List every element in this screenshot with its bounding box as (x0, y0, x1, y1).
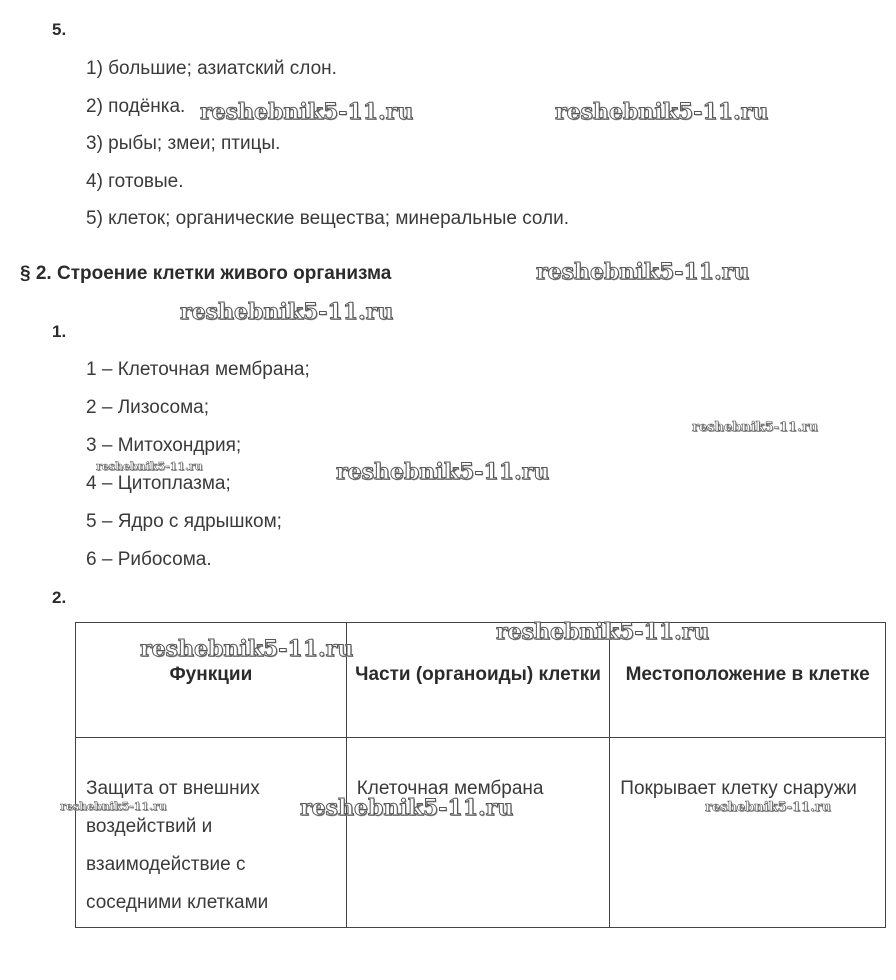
task-5-answer-5: 5) клеток; органические вещества; минеральные соли. (86, 208, 570, 229)
task-1-answer-3: 3 – Митохондрия; (86, 435, 242, 456)
table-cell-function: Защита от внешних воздействий и взаимодействие с соседними клетками (76, 738, 347, 928)
task-1-answer-6: 6 – Рибосома. (86, 549, 212, 570)
task-5-number: 5. (52, 20, 67, 39)
watermark: reshebnik5-11.ru (496, 619, 710, 645)
table-header-location: Местоположение в клетке (610, 623, 886, 738)
watermark: reshebnik5-11.ru (96, 460, 203, 473)
watermark: reshebnik5-11.ru (555, 99, 769, 125)
watermark: reshebnik5-11.ru (300, 795, 514, 821)
task-2-number: 2. (52, 588, 67, 607)
task-1-answer-2: 2 – Лизосома; (86, 397, 210, 418)
watermark: reshebnik5-11.ru (536, 259, 750, 285)
task-5-answer-3: 3) рыбы; змеи; птицы. (86, 133, 281, 154)
task-5-answer-1: 1) большие; азиатский слон. (86, 58, 337, 79)
table-cell-part: Клеточная мембрана (346, 738, 610, 928)
task-1-answer-4: 4 – Цитоплазма; (86, 473, 231, 494)
task-1-answer-1: 1 – Клеточная мембрана; (86, 359, 310, 380)
task-5-answer-4: 4) готовые. (86, 171, 184, 192)
watermark: reshebnik5-11.ru (200, 99, 414, 125)
table-header-functions: Функции (76, 623, 347, 738)
organoids-table (75, 622, 886, 928)
task-1-answer-5: 5 – Ядро с ядрышком; (86, 511, 282, 532)
watermark: reshebnik5-11.ru (60, 800, 167, 813)
watermark: reshebnik5-11.ru (336, 459, 550, 485)
task-1-number: 1. (52, 322, 67, 341)
table-header-parts: Части (органоиды) клетки (346, 623, 610, 738)
watermark: reshebnik5-11.ru (692, 420, 819, 435)
table-row (76, 738, 886, 928)
task-5-answer-2: 2) подёнка. (86, 96, 186, 117)
section-title: § 2. Строение клетки живого организма (20, 263, 392, 284)
table-cell-location: Покрывает клетку снаружи (610, 738, 886, 928)
watermark: reshebnik5-11.ru (705, 800, 832, 815)
watermark: reshebnik5-11.ru (140, 636, 354, 662)
watermark: reshebnik5-11.ru (180, 299, 394, 325)
